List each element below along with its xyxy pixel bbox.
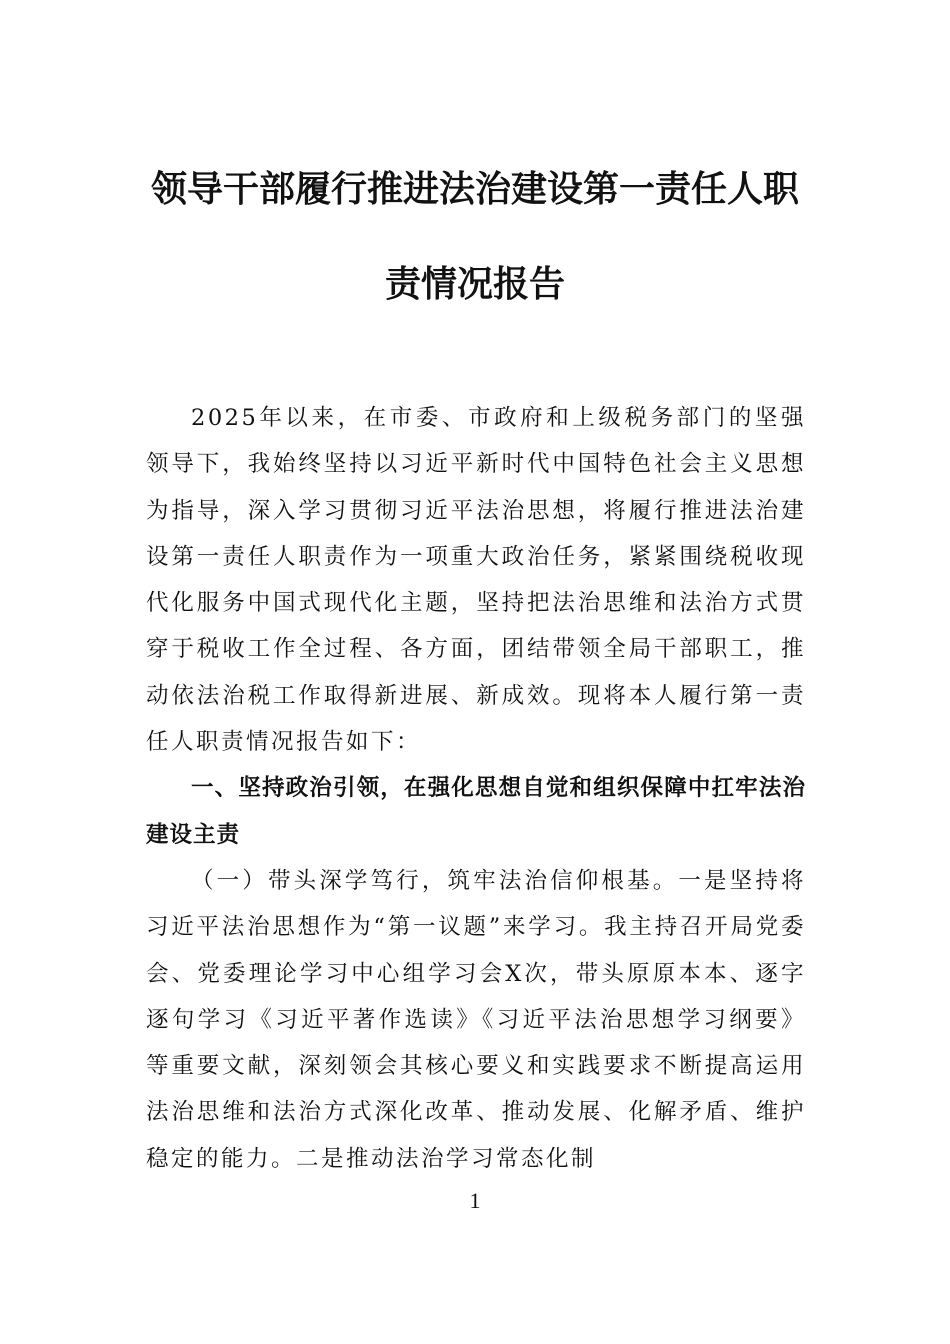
- intro-paragraph: 2025年以来，在市委、市政府和上级税务部门的坚强领导下，我始终坚持以习近平新时代中国特色社会主义思想为指导，深入学习贯彻习近平法治思想，将履行推进法治建设第一责任人职责作为一项重大政治任务，紧紧围绕税收现代化服务中国式现代化主题，坚持把法治思维和法治方式贯穿于税收工作全过程、各方面，团结带领全局干部职工，推动依法治税工作取得新进展、新成效。现将本人履行第一责任人职责情况报告如下：: [146, 405, 806, 756]
- document-body: [146, 395, 806, 1182]
- page-number: 1: [469, 1188, 481, 1213]
- subsection-paragraph-1: （一）带头深学笃行，筑牢法治信仰根基。一是坚持将习近平法治思想作为“第一议题”来学习。我主持召开局党委会、党委理论学习中心组学习会X次，带头原原本本、逐字逐句学习《习近平著作选读》《习近平法治思想学习纲要》等重要文献，深刻领会其核心要义和实践要求不断提高运用法治思维和法治方式深化改革、推动发展、化解矛盾、维护稳定的能力。二是推动法治学习常态化制: [146, 867, 806, 1172]
- document-title: 领导干部履行推进法治建设第一责任人职责情况报告: [150, 169, 799, 305]
- section-heading-1: 一、坚持政治引领，在强化思想自觉和组织保障中扛牢法治建设主责: [146, 775, 806, 848]
